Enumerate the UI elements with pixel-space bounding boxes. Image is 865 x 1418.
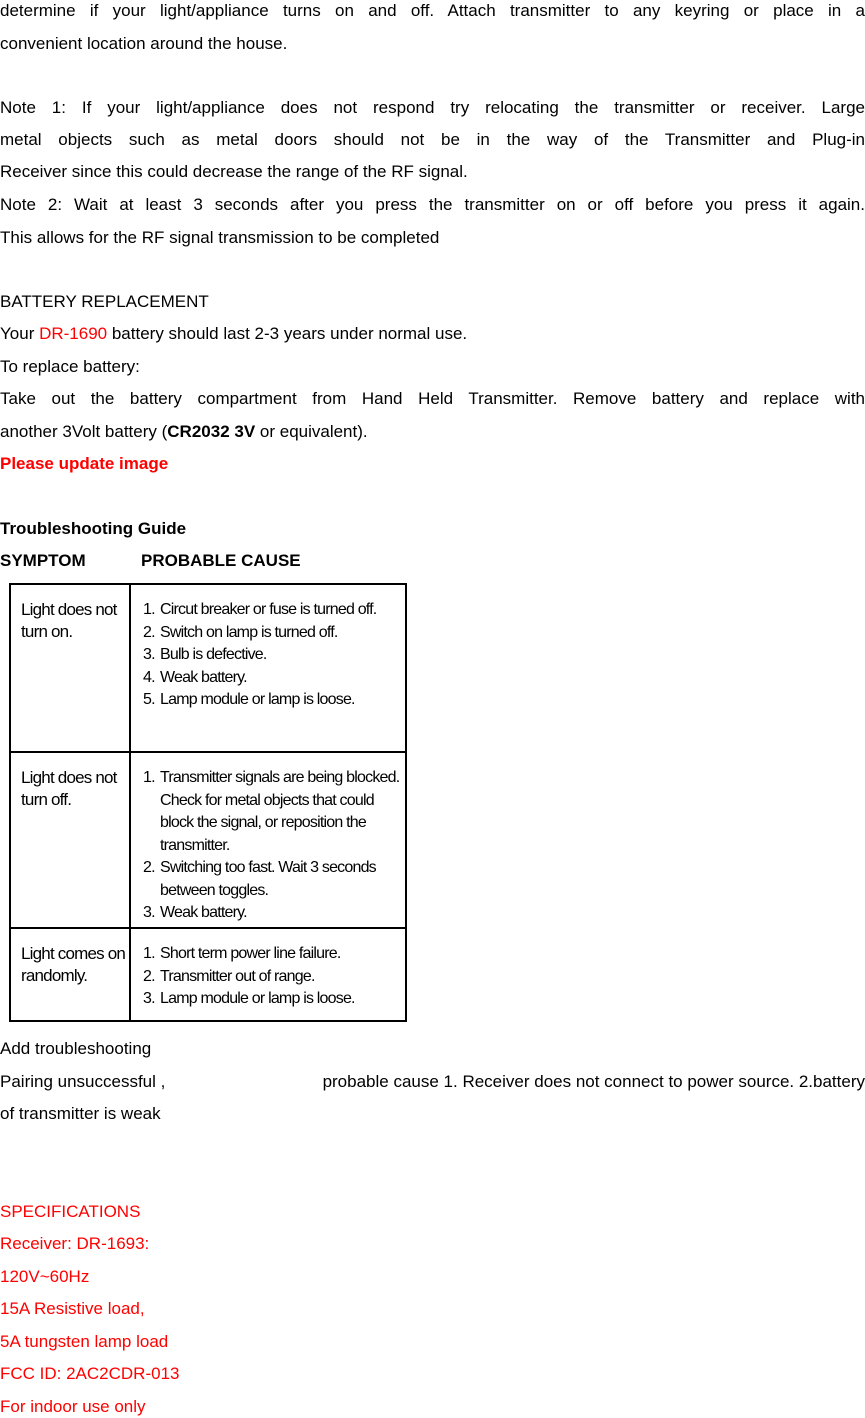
troubleshooting-heading: Troubleshooting Guide bbox=[0, 519, 187, 538]
column-symptom: SYMPTOM bbox=[0, 551, 86, 570]
add-troubleshooting-line-1 bbox=[0, 1071, 865, 1093]
add-troubleshooting-line-2: of transmitter is weak bbox=[0, 1104, 161, 1123]
cause-item: 2. Transmitter out of range. bbox=[143, 967, 315, 985]
battery-instr-suffix: or equivalent). bbox=[255, 422, 368, 441]
intro-line-1: determine if your light/appliance turns on and off. Attach transmitter to any keyring or place in a bbox=[0, 1, 865, 20]
battery-life-suffix: battery should last 2-3 years under normal use. bbox=[107, 324, 468, 343]
table-row bbox=[11, 929, 405, 1020]
specs-tungsten-load: 5A tungsten lamp load bbox=[0, 1332, 169, 1351]
specs-indoor: For indoor use only bbox=[0, 1397, 146, 1416]
cause-item: 2. Switching too fast. Wait 3 seconds between toggles. bbox=[143, 859, 376, 899]
specs-heading: SPECIFICATIONS bbox=[0, 1202, 141, 1221]
column-probable-cause: PROBABLE CAUSE bbox=[141, 551, 301, 570]
causes-cell bbox=[131, 929, 405, 1020]
battery-to-replace: To replace battery: bbox=[0, 357, 140, 376]
update-image-note: Please update image bbox=[0, 454, 169, 473]
causes-cell bbox=[131, 585, 405, 751]
battery-instr-prefix: another 3Volt battery ( bbox=[0, 422, 168, 441]
cause-item: 1. Transmitter signals are being blocked. Check for metal objects that could block the signal, or reposition the transmitter. bbox=[143, 769, 400, 854]
cause-item: 5. Lamp module or lamp is loose. bbox=[143, 691, 355, 708]
add-troubleshooting-heading: Add troubleshooting bbox=[0, 1039, 152, 1058]
pairing-symptom: Pairing unsuccessful , bbox=[0, 1072, 166, 1091]
note1-line-1: Note 1: If your light/appliance does not respond try relocating the transmitter or receiver. Large bbox=[0, 98, 865, 117]
specs-receiver: Receiver: DR-1693: bbox=[0, 1234, 150, 1253]
cause-item: 3. Bulb is defective. bbox=[143, 646, 267, 663]
intro-line-2: convenient location around the house. bbox=[0, 34, 288, 53]
battery-model: DR-1690 bbox=[39, 324, 108, 343]
cause-item: 1. Circut breaker or fuse is turned off. bbox=[143, 601, 377, 618]
cause-item: 1. Short term power line failure. bbox=[143, 945, 341, 962]
note2-line-1: Note 2: Wait at least 3 seconds after you press the transmitter on or off before you press it again. bbox=[0, 195, 865, 214]
specs-voltage: 120V~60Hz bbox=[0, 1267, 90, 1286]
battery-instr-line-2 bbox=[0, 421, 865, 443]
specs-resistive-load: 15A Resistive load, bbox=[0, 1299, 145, 1318]
pairing-causes: probable cause 1. Receiver does not connect to power source. 2.battery bbox=[322, 1072, 865, 1091]
note1-line-3: Receiver since this could decrease the range of the RF signal. bbox=[0, 162, 468, 181]
table-row bbox=[11, 753, 405, 929]
battery-instr-line-1: Take out the battery compartment from Hand Held Transmitter. Remove battery and replace with bbox=[0, 389, 865, 408]
cause-item: 3. Lamp module or lamp is loose. bbox=[143, 990, 355, 1007]
specs-fcc-id: FCC ID: 2AC2CDR-013 bbox=[0, 1364, 180, 1383]
symptom-cell: Light does not turn on. bbox=[11, 585, 131, 751]
cause-item: 2. Switch on lamp is turned off. bbox=[143, 623, 338, 641]
battery-type: CR2032 3V bbox=[167, 422, 256, 441]
troubleshooting-table bbox=[9, 583, 407, 1022]
battery-heading: BATTERY REPLACEMENT bbox=[0, 292, 209, 311]
note1-line-2: metal objects such as metal doors should not be in the way of the Transmitter and Plug-in bbox=[0, 130, 865, 149]
symptom-cell: Light does not turn off. bbox=[11, 753, 131, 927]
battery-life-prefix: Your bbox=[0, 324, 40, 343]
battery-life bbox=[0, 323, 865, 345]
note2-line-2: This allows for the RF signal transmission to be completed bbox=[0, 228, 440, 247]
symptom-cell: Light comes on randomly. bbox=[11, 929, 131, 1020]
cause-item: 4. Weak battery. bbox=[143, 668, 247, 686]
cause-item: 3. Weak battery. bbox=[143, 904, 247, 921]
troubleshooting-columns bbox=[0, 550, 865, 572]
table-row bbox=[11, 585, 405, 753]
causes-cell bbox=[131, 753, 405, 927]
